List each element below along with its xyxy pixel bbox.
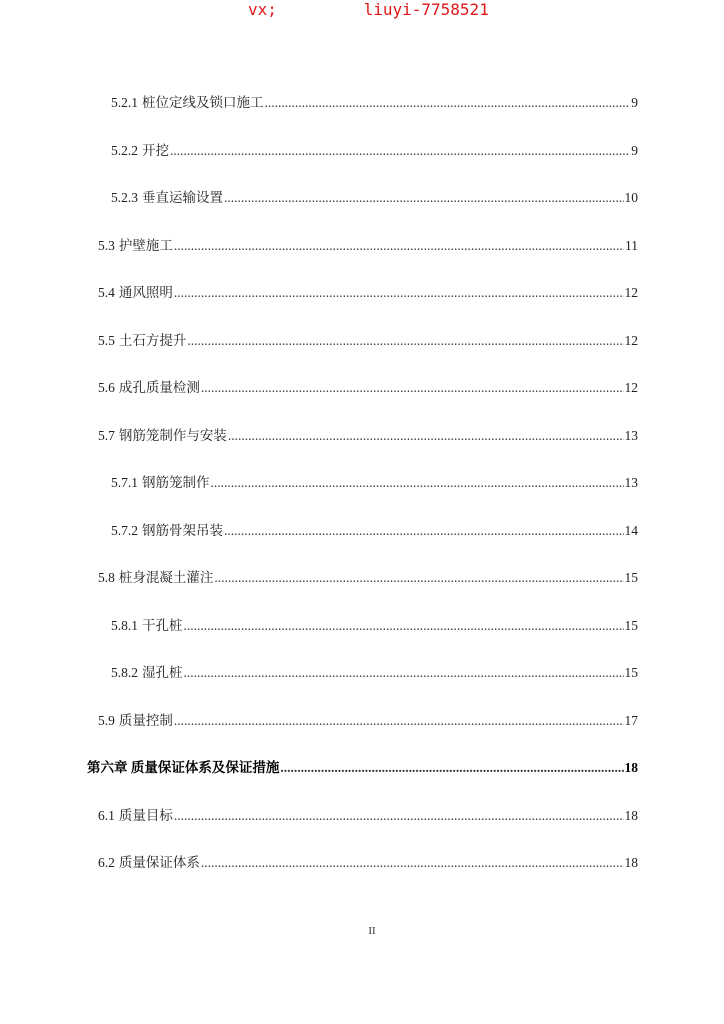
toc-entry-page: 15	[624, 665, 638, 680]
toc-dot-leader	[228, 425, 624, 447]
toc-dot-leader	[184, 615, 624, 637]
toc-entry-title: 桩身混凝土灌注	[118, 570, 214, 585]
toc-entry[interactable]	[98, 852, 638, 874]
toc-entry-page: 13	[624, 427, 638, 443]
toc-dot-leader	[280, 757, 623, 779]
toc-entry-number: 5.7.1	[111, 475, 138, 490]
toc-entry-page: 11	[625, 237, 638, 253]
toc-entry-title: 钢筋笼制作	[142, 475, 210, 490]
toc-entry-number: 5.9	[98, 712, 115, 728]
toc-entry[interactable]	[98, 710, 638, 732]
toc-entry-title: 通风照明	[118, 285, 173, 300]
toc-entry[interactable]	[111, 615, 638, 637]
toc-dot-leader	[224, 520, 624, 542]
toc-entry-page: 18	[624, 760, 638, 775]
toc-dot-leader	[265, 92, 631, 114]
toc-dot-leader	[214, 567, 623, 589]
toc-entry-number: 5.3	[98, 237, 115, 253]
toc-entry-page: 10	[624, 190, 638, 205]
toc-entry-number: 5.8.2	[111, 665, 138, 680]
toc-entry[interactable]	[98, 805, 638, 827]
toc-dot-leader	[211, 472, 624, 494]
toc-entry-title: 钢筋笼制作与安装	[118, 427, 227, 443]
toc-entry[interactable]	[111, 472, 638, 494]
toc-entry-title: 质量目标	[118, 807, 173, 823]
page-number: II	[368, 925, 376, 937]
toc-entry-title: 成孔质量检测	[118, 380, 200, 395]
toc-entry-title: 桩位定线及锁口施工	[142, 95, 264, 110]
toc-dot-leader	[174, 235, 624, 257]
toc-entry-page: 15	[624, 617, 638, 633]
toc-dot-leader	[187, 330, 623, 352]
toc-entry-number: 5.6	[98, 380, 115, 395]
toc-entry-number: 5.8.1	[111, 617, 138, 633]
toc-entry-title: 土石方提升	[118, 332, 187, 348]
toc-entry-title: 干孔桩	[142, 617, 183, 633]
toc-entry-title: 护壁施工	[118, 237, 173, 253]
toc-entry-number: 6.1	[98, 807, 115, 823]
toc-entry-number: 5.4	[98, 285, 115, 300]
toc-dot-leader	[201, 377, 624, 399]
toc-entry-title: 质量保证体系	[118, 855, 200, 870]
toc-entry-page: 12	[624, 332, 638, 348]
toc-entry[interactable]	[111, 520, 638, 542]
toc-entry-page: 17	[624, 712, 638, 728]
toc-entry-page: 9	[631, 142, 638, 158]
watermark-text: vx; liuyi-7758521	[248, 0, 489, 19]
toc-entry[interactable]	[111, 662, 638, 684]
toc-entry-page: 14	[624, 522, 638, 538]
toc-dot-leader	[184, 662, 624, 684]
toc-entry-number: 5.2.3	[111, 190, 138, 205]
toc-dot-leader	[224, 187, 624, 209]
toc-entry[interactable]	[87, 757, 638, 779]
toc-entry-title: 垂直运输设置	[142, 190, 223, 205]
toc-entry-page: 9	[631, 95, 638, 110]
toc-entry-number: 5.5	[98, 332, 115, 348]
toc-entry[interactable]	[98, 282, 638, 304]
toc-entry-number: 5.2.1	[111, 95, 138, 110]
toc-entry-title: 钢筋骨架吊装	[142, 522, 223, 538]
toc-entry-title: 开挖	[142, 142, 169, 158]
toc-entry-number: 5.8	[98, 570, 115, 585]
toc-entry[interactable]	[111, 92, 638, 114]
toc-entry-page: 15	[624, 570, 638, 585]
toc-entry-number: 5.7	[98, 427, 115, 443]
toc-entry-page: 13	[624, 475, 638, 490]
toc-entry[interactable]	[98, 567, 638, 589]
toc-dot-leader	[174, 805, 624, 827]
toc-entry-title: 湿孔桩	[142, 665, 183, 680]
toc-entry[interactable]	[98, 330, 638, 352]
toc-entry-page: 12	[624, 285, 638, 300]
toc-dot-leader	[201, 852, 624, 874]
toc-entry-page: 18	[624, 807, 638, 823]
toc-dot-leader	[174, 710, 624, 732]
toc-entry[interactable]	[98, 377, 638, 399]
toc-dot-leader	[170, 140, 630, 162]
toc-entry-title: 质量控制	[118, 712, 173, 728]
toc-entry[interactable]	[111, 187, 638, 209]
toc-dot-leader	[174, 282, 624, 304]
toc-entry[interactable]	[98, 235, 638, 257]
toc-entry[interactable]	[111, 140, 638, 162]
toc-entry-page: 12	[624, 380, 638, 395]
toc-entry-number: 5.7.2	[111, 522, 138, 538]
toc-entry-number: 6.2	[98, 855, 115, 870]
toc-entry-page: 18	[624, 855, 638, 870]
toc-entry-number: 5.2.2	[111, 142, 138, 158]
toc-entry-title: 第六章 质量保证体系及保证措施	[87, 760, 280, 775]
toc-entry[interactable]	[98, 425, 638, 447]
